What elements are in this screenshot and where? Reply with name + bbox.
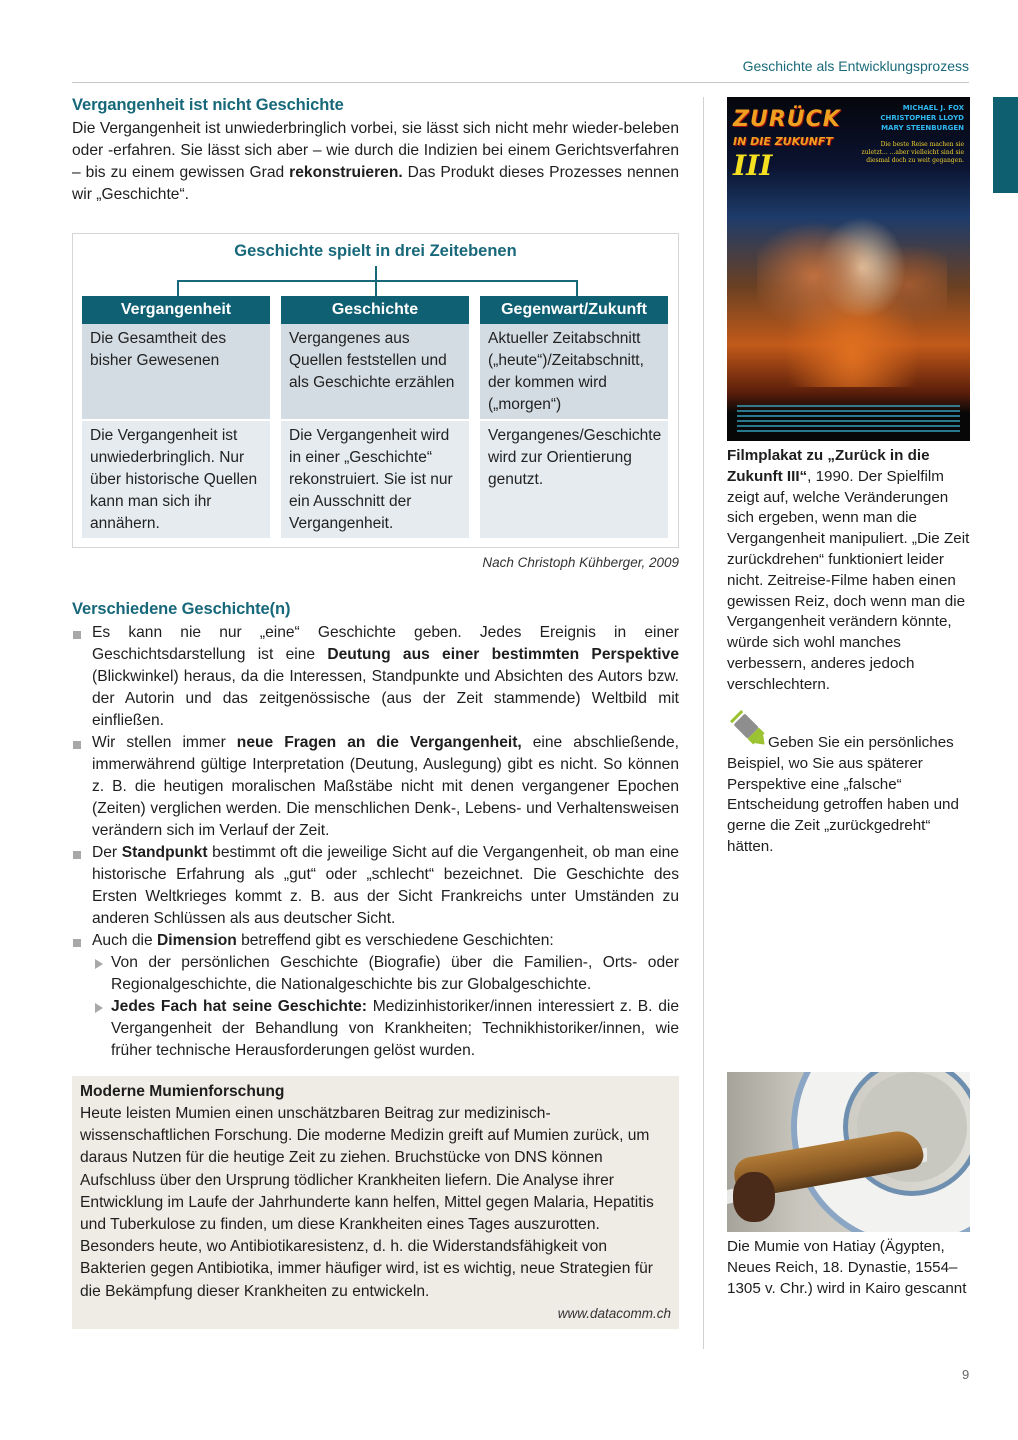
mummy-caption: Die Mumie von Hatiay (Ägypten, Neues Reich, 18. Dynastie, 1554–1305 v. Chr.) wird in Kairo gescannt xyxy=(727,1238,967,1297)
item-text: Wir stellen immer xyxy=(92,734,237,751)
sub-list-item xyxy=(92,952,679,996)
column-header: Vergangenheit xyxy=(82,296,270,324)
poster-subtitle: IN DIE ZUKUNFT xyxy=(733,135,833,148)
column-header: Geschichte xyxy=(281,296,469,324)
item-bold: neue Fragen an die Vergangenheit, xyxy=(236,734,522,751)
poster-numeral: III xyxy=(733,149,773,182)
caption-bold: Filmplakat zu „Zurück in die Zukunft III“ xyxy=(727,447,930,485)
item-text: betreffend gibt es verschiedene Geschichten: xyxy=(236,932,554,949)
mummy-head xyxy=(733,1172,775,1222)
item-text: Auch die xyxy=(92,932,158,949)
poster-tagline: Die beste Reise machen sie zuletzt... ...aber vielleicht sind sie diesmal doch zu weit gegangen. xyxy=(861,141,964,164)
item-bold: Deutung aus einer bestimmten Perspektive xyxy=(327,646,679,663)
chapter-tab xyxy=(993,97,1018,193)
item-bold: Jedes Fach hat seine Geschichte: xyxy=(111,998,368,1015)
item-text: Der xyxy=(92,844,122,861)
bullet-list xyxy=(72,622,679,1062)
diagram-source: Nach Christoph Kühberger, 2009 xyxy=(482,555,679,570)
poster-credits xyxy=(737,405,960,433)
section-verschiedene-geschichten xyxy=(72,599,679,1062)
intro-text-end: Das Produkt dieses Prozesses nennen wir „Geschichte“. xyxy=(72,164,680,203)
connector-right xyxy=(576,280,578,296)
column-header: Gegenwart/Zukunft xyxy=(480,296,668,324)
section-heading: Verschiedene Geschichte(n) xyxy=(72,600,291,618)
diagram-column-vergangenheit xyxy=(82,296,270,538)
header-rule xyxy=(72,82,969,83)
film-poster-image xyxy=(727,97,970,441)
task-prompt: Geben Sie ein persönliches Beispiel, wo Sie aus späterer Perspektive eine „falsche“ Entscheidung getroffen haben und gerne die Zeit „zurückgedreht“ hätten. xyxy=(727,734,959,855)
column-explanation: Die Vergangenheit wird in einer „Geschichte“ rekonstruiert. Sie ist nur ein Ausschnitt der Vergangenheit. xyxy=(281,421,469,538)
poster-title-block xyxy=(733,107,855,181)
sub-list xyxy=(92,952,679,1062)
box-text: Heute leisten Mumien einen unschätzbaren Beitrag zur medizinisch-wissenschaftlichen Forschung. Die moderne Medizin greift auf Mumien zurück, um daraus Nutzen für die heutige Zeit zu ziehen. Bruchstücke von DNS können Aufschluss über den Ursprung tödlicher Krankheiten liefern. Die Analyse ihrer Entwicklung im Laufe der Jahrhunderte kann helfen, Mittel gegen Malaria, Hepatitis und Tuberkulose zu finden, um diese Krankheiten eines Tages auszurotten. Besonders heute, wo Antibiotikaresistenz, d. h. die Widerstandsfähigkeit von Bakterien gegen Antibiotika, immer häufiger wird, ist es wichtig, neue Strategien für die Bekämpfung dieser Krankheiten zu entwickeln. xyxy=(80,1105,654,1300)
sub-list-item xyxy=(92,996,679,1062)
task-text xyxy=(727,733,972,858)
diagram-title: Geschichte spielt in drei Zeitebenen xyxy=(234,242,517,260)
diagram-column-geschichte xyxy=(281,296,469,538)
mummy-ct-scan-image xyxy=(727,1072,970,1232)
item-text: Von der persönlichen Geschichte (Biografie) über die Familien-, Orts- oder Regionalgeschichte, die Nationalgeschichte bis zur Globalgeschichte. xyxy=(111,954,679,993)
connector-bar xyxy=(177,280,577,282)
connector-center xyxy=(375,280,377,296)
poster-figures xyxy=(757,217,947,387)
connector-left xyxy=(177,280,179,296)
item-bold: Dimension xyxy=(157,932,237,949)
poster-title: ZURÜCK xyxy=(733,107,841,132)
poster-caption xyxy=(727,446,972,696)
box-title: Moderne Mumienforschung xyxy=(80,1083,285,1100)
column-definition: Vergangenes aus Quellen feststellen und als Geschichte erzählen xyxy=(281,324,469,419)
item-text: Es kann nie nur „eine“ Geschichte geben. Jedes Ereignis in einer Geschichtsdarstellung ist eine xyxy=(92,624,679,663)
item-text: bestimmt oft die jeweilige Sicht auf die Vergangenheit, ob man eine historische Erfahrung als „gut“ oder „schlecht“ bezeichnet. Die Geschichte des Ersten Weltkrieges kommt z. B. aus der Sicht Frankreichs unter Umständen zu anderen Schlüssen als aus deutscher Sicht. xyxy=(92,844,679,927)
box-source: www.datacomm.ch xyxy=(557,1305,671,1321)
column-explanation: Die Vergangenheit ist unwiederbringlich. Nur über historische Quellen kann man sich ihr annähern. xyxy=(82,421,270,538)
column-explanation: Vergangenes/Geschichte wird zur Orientierung genutzt. xyxy=(480,421,668,538)
cast-name: MICHAEL J. FOX xyxy=(902,104,964,112)
cast-name: CHRISTOPHER LLOYD xyxy=(880,114,964,122)
intro-text: Die Vergangenheit ist unwiederbringlich vorbei, sie lässt sich nicht mehr wieder-beleben oder -erfahren. Sie lässt sich aber – wie durch die Indizien bei einem Gerichtsverfahren – bis zu einem gewissen Grad xyxy=(72,120,679,181)
list-item xyxy=(72,732,679,842)
mumienforschung-box xyxy=(72,1076,679,1329)
item-text: eine abschließende, immerwährend gültige Interpretation (Deutung, Auslegung) gibt es nicht. So können z. B. die heutigen moralischen Maßstäbe nicht mit denen vergangener Epochen (Zeiten) verglichen werden. Die menschlichen Denk-, Lebens- und Verhaltensweisen verändern sich im Verlauf der Zeit. xyxy=(92,734,679,839)
poster-cast xyxy=(861,103,964,133)
list-item xyxy=(72,622,679,732)
cast-name: MARY STEENBURGEN xyxy=(881,124,964,132)
list-item xyxy=(72,842,679,930)
intro-bold: rekonstruieren. xyxy=(289,164,403,181)
section-heading: Vergangenheit ist nicht Geschichte xyxy=(72,96,344,114)
item-text: (Blickwinkel) heraus, da die Interessen, Standpunkte und Absichten des Autors bzw. der Autorin und das zeitgenössische (aus der Zeit stammende) Weltbild mit einfließen. xyxy=(92,668,679,729)
item-bold: Standpunkt xyxy=(121,844,208,861)
diagram-column-gegenwart xyxy=(480,296,668,538)
column-definition: Aktueller Zeitabschnitt („heute“)/Zeitabschnitt, der kommen wird („morgen“) xyxy=(480,324,668,419)
column-divider xyxy=(703,97,704,1349)
zeitebenen-diagram xyxy=(72,233,679,548)
column-definition: Die Gesamtheit des bisher Gewesenen xyxy=(82,324,270,419)
list-item xyxy=(72,930,679,1062)
page-number: 9 xyxy=(962,1367,970,1382)
section-intro xyxy=(72,118,679,206)
caption-text: , 1990. Der Spielfilm zeigt auf, welche Veränderungen sich ergeben, wenn man die Vergangenheit manipuliert. „Die Zeit zurückdrehen“ funktioniert leider nicht. Zeitreise-Filme haben einen gewissen Reiz, doch wenn man die Vergangenheit verändern könnte, würde sich wohl manches verbessern, anderes jedoch verschlechtern. xyxy=(727,467,970,693)
connector-stem xyxy=(375,266,377,280)
running-title: Geschichte als Entwicklungsprozess xyxy=(742,58,969,74)
item-text: Medizinhistoriker/innen interessiert z. B. die Vergangenheit der Behandlung von Krankheiten; Technikhistoriker/innen, wie früher technische Herausforderungen gelöst wurden. xyxy=(111,998,680,1059)
section-vergangenheit xyxy=(72,95,679,206)
